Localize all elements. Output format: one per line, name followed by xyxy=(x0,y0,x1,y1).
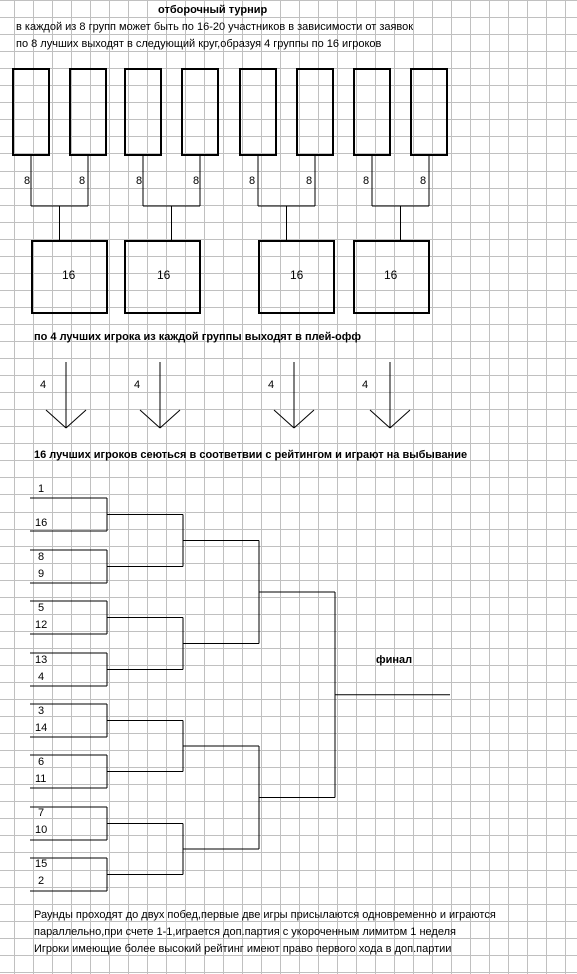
bracket-seed: 14 xyxy=(35,722,48,734)
bracket-seed: 11 xyxy=(35,773,47,785)
bracket-seed: 10 xyxy=(35,824,48,836)
arrow-head xyxy=(390,410,410,428)
bracket-seed: 6 xyxy=(38,756,45,768)
group-box xyxy=(411,69,447,155)
group-count-label: 8 xyxy=(24,175,31,187)
arrow-head xyxy=(160,410,180,428)
arrow-count-label: 4 xyxy=(134,379,141,391)
knockout-intro-text: 16 лучших игроков сеються в соответвии с рейтингом и играют на выбывание xyxy=(34,449,468,461)
bracket-seed: 9 xyxy=(38,568,45,580)
bracket-seed: 8 xyxy=(38,551,45,563)
second-round-group-label: 16 xyxy=(62,268,76,282)
group-count-label: 8 xyxy=(363,175,370,187)
arrow-head xyxy=(274,410,294,428)
bracket-seed: 12 xyxy=(35,619,48,631)
arrow-head xyxy=(294,410,314,428)
group-count-label: 8 xyxy=(79,175,86,187)
arrow-count-label: 4 xyxy=(268,379,275,391)
final-label: финал xyxy=(376,654,413,666)
bracket-seed: 3 xyxy=(38,705,45,717)
group-count-label: 8 xyxy=(306,175,313,187)
header-line-1: в каждой из 8 групп может быть по 16-20 участников в зависимости от заявок xyxy=(16,21,414,33)
group-box xyxy=(297,69,333,155)
group-box xyxy=(125,69,161,155)
playoff-intro-text: по 4 лучших игрока из каждой группы выходят в плей-офф xyxy=(34,331,361,343)
arrow-count-label: 4 xyxy=(40,379,47,391)
second-round-group-label: 16 xyxy=(157,268,171,282)
group-box xyxy=(354,69,390,155)
header-line-2: по 8 лучших выходят в следующий круг,образуя 4 группы по 16 игроков xyxy=(16,38,382,50)
group-box xyxy=(13,69,49,155)
group-box xyxy=(240,69,276,155)
bracket-seed: 4 xyxy=(38,671,45,683)
bracket-seed: 5 xyxy=(38,602,45,614)
page-title: отборочный турнир xyxy=(158,4,268,16)
footer-line-1: Раунды проходят до двух побед,первые две игры присылаются одновременно и играются xyxy=(34,909,496,921)
second-round-group-label: 16 xyxy=(384,268,398,282)
group-count-label: 8 xyxy=(136,175,143,187)
arrow-head xyxy=(66,410,86,428)
arrow-count-label: 4 xyxy=(362,379,369,391)
footer-line-3: Игроки имеющие более высокий рейтинг имеют право первого хода в доп.партии xyxy=(34,943,452,955)
group-count-label: 8 xyxy=(193,175,200,187)
second-round-group-label: 16 xyxy=(290,268,304,282)
bracket-seed: 1 xyxy=(38,483,45,495)
bracket-seed: 7 xyxy=(38,807,45,819)
group-box xyxy=(70,69,106,155)
arrow-head xyxy=(140,410,160,428)
group-count-label: 8 xyxy=(420,175,427,187)
arrow-head xyxy=(370,410,390,428)
bracket-seed: 16 xyxy=(35,517,48,529)
bracket-seed: 13 xyxy=(35,654,48,666)
bracket-seed: 15 xyxy=(35,858,48,870)
arrow-head xyxy=(46,410,66,428)
group-box xyxy=(182,69,218,155)
footer-line-2: параллельно,при счете 1-1,играется доп.партия с укороченным лимитом 1 неделя xyxy=(34,926,456,938)
group-count-label: 8 xyxy=(249,175,256,187)
bracket-seed: 2 xyxy=(38,875,45,887)
